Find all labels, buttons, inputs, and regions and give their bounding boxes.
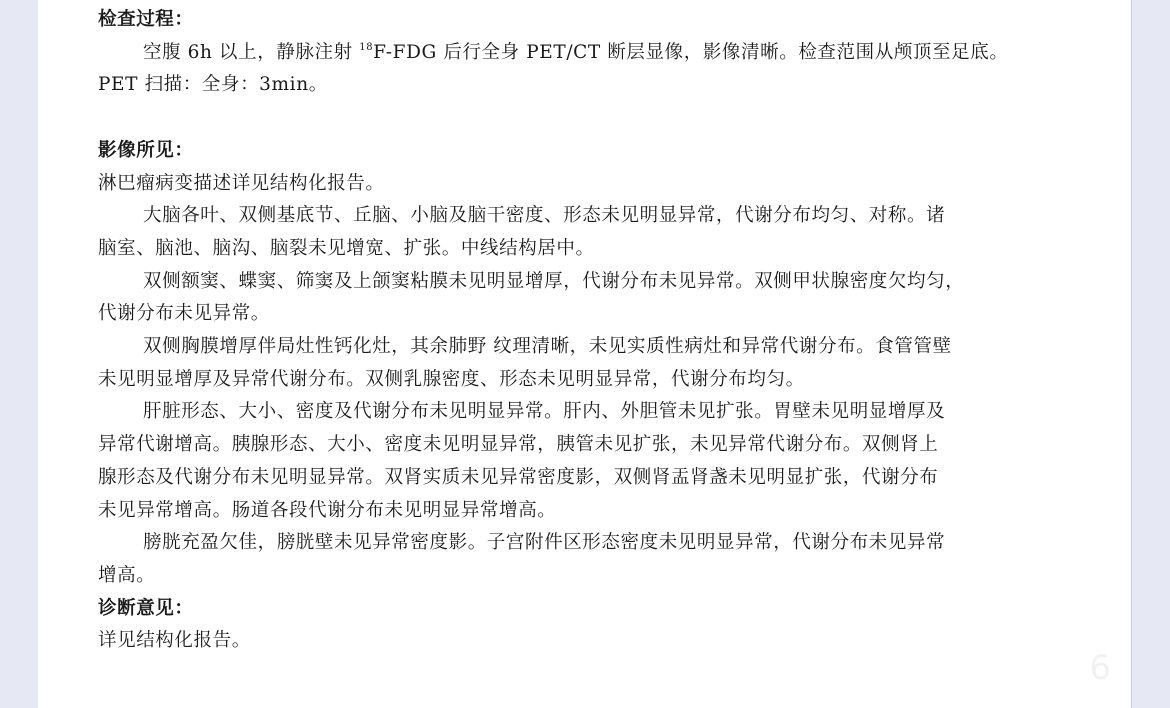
findings-line: 异常代谢增高。胰腺形态、大小、密度未见明显异常，胰管未见扩张，未见异常代谢分布。双侧肾上 xyxy=(98,434,939,456)
report-page xyxy=(38,0,1132,708)
exam-line1-pre: 空腹 6h 以上，静脉注射 xyxy=(143,41,360,63)
findings-line: 代谢分布未见异常。 xyxy=(98,303,270,325)
findings-line: 腺形态及代谢分布未见明显异常。双肾实质未见异常密度影，双侧肾盂肾盏未见明显扩张，代谢分布 xyxy=(98,466,939,488)
findings-intro: 淋巴瘤病变描述详见结构化报告。 xyxy=(98,172,385,194)
findings-line: 未见明显增厚及异常代谢分布。双侧乳腺密度、形态未见明显异常，代谢分布均匀。 xyxy=(98,368,805,390)
diagnosis-text: 详见结构化报告。 xyxy=(98,630,251,652)
findings-heading: 影像所见： xyxy=(98,139,194,161)
section-gap xyxy=(98,102,1074,135)
exam-process-heading: 检查过程： xyxy=(98,9,194,30)
findings-line: 脑室、脑池、脑沟、脑裂未见增宽、扩张。中线结构居中。 xyxy=(98,237,595,259)
report-content xyxy=(98,4,1074,658)
findings-line: 肝脏形态、大小、密度及代谢分布未见明显异常。肝内、外胆管未见扩张。胃壁未见明显增厚及 xyxy=(143,401,946,423)
exam-process-line-1 xyxy=(98,37,1074,70)
watermark: 6 xyxy=(1089,648,1113,688)
findings-line: 未见异常增高。肠道各段代谢分布未见明显异常增高。 xyxy=(98,499,557,521)
findings-line: 双侧额窦、蝶窦、筛窦及上颌窦粘膜未见明显增厚，代谢分布未见异常。双侧甲状腺密度欠均匀， xyxy=(143,270,965,292)
exam-process-line-2: PET 扫描：全身：3min。 xyxy=(98,74,328,96)
diagnosis-heading: 诊断意见： xyxy=(98,597,194,619)
findings-line: 膀胱充盈欠佳，膀胱壁未见异常密度影。子宫附件区形态密度未见明显异常，代谢分布未见异常 xyxy=(143,532,946,554)
isotope-superscript: 18 xyxy=(359,41,374,53)
findings-line: 大脑各叶、双侧基底节、丘脑、小脑及脑干密度、形态未见明显异常，代谢分布均匀、对称。诸 xyxy=(143,205,946,227)
findings-line: 双侧胸膜增厚伴局灶性钙化灶，其余肺野 纹理清晰，未见实质性病灶和异常代谢分布。食管管壁 xyxy=(143,336,952,358)
exam-line1-post: F-FDG 后行全身 PET/CT 断层显像，影像清晰。检查范围从颅顶至足底。 xyxy=(373,41,1009,63)
findings-line: 增高。 xyxy=(98,564,156,586)
